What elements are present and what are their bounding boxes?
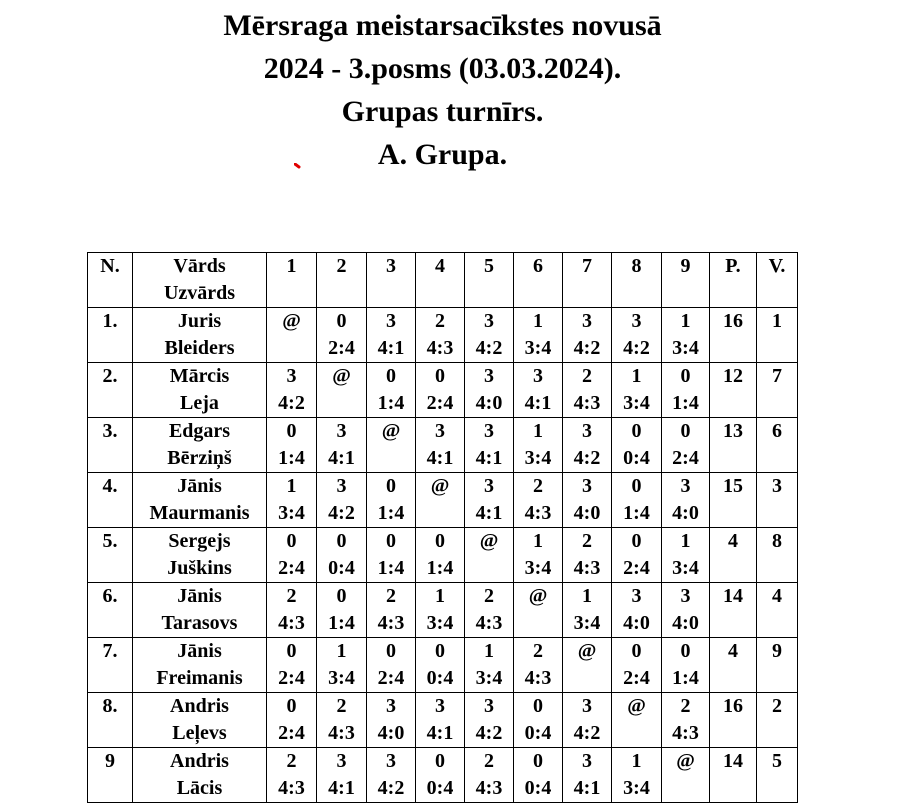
match-cell: 0 1:4 <box>416 528 465 583</box>
match-cell: 0 1:4 <box>612 473 662 528</box>
match-cell: @ <box>563 638 612 693</box>
match-cell: 0 2:4 <box>612 528 662 583</box>
player-name: Jānis Freimanis <box>133 638 267 693</box>
title-line-2: 2024 - 3.posms (03.03.2024). <box>263 52 622 85</box>
match-cell: 3 4:1 <box>465 473 514 528</box>
match-cell: 3 4:2 <box>465 308 514 363</box>
player-name: Mārcis Leja <box>133 363 267 418</box>
match-cell: 2 4:3 <box>514 473 563 528</box>
header-col-5: 5 <box>465 253 514 308</box>
match-cell: 2 4:3 <box>662 693 710 748</box>
match-cell: 3 4:1 <box>416 418 465 473</box>
player-number: 7. <box>88 638 133 693</box>
match-cell: 1 3:4 <box>267 473 317 528</box>
player-number: 5. <box>88 528 133 583</box>
match-cell: @ <box>612 693 662 748</box>
player-points: 15 <box>710 473 757 528</box>
player-row <box>88 473 798 528</box>
player-row <box>88 363 798 418</box>
match-cell: 1 3:4 <box>514 308 563 363</box>
match-cell: 0 1:4 <box>662 363 710 418</box>
match-cell: 3 4:1 <box>317 418 367 473</box>
player-number: 8. <box>88 693 133 748</box>
match-cell: 0 2:4 <box>317 308 367 363</box>
match-cell: 3 4:1 <box>367 308 416 363</box>
match-cell: 1 3:4 <box>465 638 514 693</box>
match-cell: 3 4:0 <box>367 693 416 748</box>
match-cell: 3 4:1 <box>416 693 465 748</box>
match-cell: 3 4:1 <box>514 363 563 418</box>
player-points: 14 <box>710 748 757 803</box>
player-name: Edgars Bērziņš <box>133 418 267 473</box>
player-name: Andris Leļevs <box>133 693 267 748</box>
match-cell: 0 2:4 <box>416 363 465 418</box>
match-cell: 0 2:4 <box>367 638 416 693</box>
match-cell: 3 4:2 <box>563 693 612 748</box>
match-cell: @ <box>416 473 465 528</box>
player-name: Andris Lācis <box>133 748 267 803</box>
player-number: 2. <box>88 363 133 418</box>
match-cell: 3 4:2 <box>267 363 317 418</box>
match-cell: 3 4:2 <box>367 748 416 803</box>
header-col-8: 8 <box>612 253 662 308</box>
match-cell: 3 4:0 <box>662 583 710 638</box>
match-cell: 0 1:4 <box>317 583 367 638</box>
header-name: Vārds Uzvārds <box>133 253 267 308</box>
player-place: 1 <box>757 308 798 363</box>
header-place: V. <box>757 253 798 308</box>
match-cell: 1 3:4 <box>416 583 465 638</box>
match-cell: 3 4:1 <box>317 748 367 803</box>
match-cell: @ <box>514 583 563 638</box>
player-points: 16 <box>710 693 757 748</box>
match-cell: 2 4:3 <box>267 748 317 803</box>
match-cell: 3 4:2 <box>612 308 662 363</box>
player-place: 9 <box>757 638 798 693</box>
match-cell: 3 4:2 <box>563 308 612 363</box>
player-name: Jānis Maurmanis <box>133 473 267 528</box>
header-number: N. <box>88 253 133 308</box>
match-cell: 0 1:4 <box>367 473 416 528</box>
match-cell: 3 4:0 <box>563 473 612 528</box>
player-row <box>88 583 798 638</box>
match-cell: 3 4:0 <box>662 473 710 528</box>
player-points: 4 <box>710 638 757 693</box>
player-number: 6. <box>88 583 133 638</box>
player-points: 16 <box>710 308 757 363</box>
match-cell: 2 4:3 <box>317 693 367 748</box>
match-cell: 1 3:4 <box>662 528 710 583</box>
red-ink-mark <box>294 163 301 169</box>
match-cell: 1 3:4 <box>563 583 612 638</box>
match-cell: 0 2:4 <box>267 693 317 748</box>
match-cell: @ <box>267 308 317 363</box>
header-col-1: 1 <box>267 253 317 308</box>
header-col-4: 4 <box>416 253 465 308</box>
match-cell: 0 0:4 <box>416 748 465 803</box>
match-cell: 3 4:0 <box>612 583 662 638</box>
title-line-4: A. Grupa. <box>377 138 508 171</box>
player-row <box>88 748 798 803</box>
match-cell: 1 3:4 <box>514 418 563 473</box>
match-cell: 1 3:4 <box>514 528 563 583</box>
player-place: 3 <box>757 473 798 528</box>
player-row <box>88 638 798 693</box>
match-cell: 1 3:4 <box>317 638 367 693</box>
document-title <box>0 4 885 176</box>
header-row <box>88 253 798 308</box>
match-cell: 2 4:3 <box>563 528 612 583</box>
player-points: 14 <box>710 583 757 638</box>
player-place: 7 <box>757 363 798 418</box>
title-line-1: Mērsraga meistarsacīkstes novusā <box>223 9 662 42</box>
player-name: Sergejs Juškins <box>133 528 267 583</box>
match-cell: 0 2:4 <box>267 528 317 583</box>
match-cell: 0 2:4 <box>612 638 662 693</box>
match-cell: 2 4:3 <box>465 748 514 803</box>
player-place: 6 <box>757 418 798 473</box>
match-cell: 2 4:3 <box>267 583 317 638</box>
player-row <box>88 528 798 583</box>
match-cell: 1 3:4 <box>612 363 662 418</box>
player-points: 12 <box>710 363 757 418</box>
results-table <box>87 252 798 803</box>
match-cell: 2 4:3 <box>465 583 514 638</box>
match-cell: 3 4:2 <box>465 693 514 748</box>
match-cell: @ <box>317 363 367 418</box>
match-cell: 0 2:4 <box>662 418 710 473</box>
header-points: P. <box>710 253 757 308</box>
player-points: 13 <box>710 418 757 473</box>
match-cell: 0 1:4 <box>267 418 317 473</box>
player-place: 2 <box>757 693 798 748</box>
match-cell: 0 2:4 <box>267 638 317 693</box>
match-cell: 0 0:4 <box>514 693 563 748</box>
match-cell: @ <box>367 418 416 473</box>
match-cell: @ <box>662 748 710 803</box>
match-cell: 2 4:3 <box>367 583 416 638</box>
player-row <box>88 308 798 363</box>
match-cell: 0 0:4 <box>612 418 662 473</box>
player-place: 8 <box>757 528 798 583</box>
match-cell: @ <box>465 528 514 583</box>
match-cell: 2 4:3 <box>514 638 563 693</box>
header-col-9: 9 <box>662 253 710 308</box>
match-cell: 3 4:1 <box>465 418 514 473</box>
player-name: Juris Bleiders <box>133 308 267 363</box>
title-line-3: Grupas turnīrs. <box>341 95 544 128</box>
header-col-2: 2 <box>317 253 367 308</box>
match-cell: 2 4:3 <box>416 308 465 363</box>
match-cell: 0 1:4 <box>367 528 416 583</box>
player-row <box>88 418 798 473</box>
header-col-7: 7 <box>563 253 612 308</box>
match-cell: 0 0:4 <box>514 748 563 803</box>
player-place: 5 <box>757 748 798 803</box>
header-col-6: 6 <box>514 253 563 308</box>
player-place: 4 <box>757 583 798 638</box>
match-cell: 3 4:2 <box>317 473 367 528</box>
match-cell: 3 4:2 <box>563 418 612 473</box>
match-cell: 0 1:4 <box>367 363 416 418</box>
player-name: Jānis Tarasovs <box>133 583 267 638</box>
match-cell: 3 4:0 <box>465 363 514 418</box>
match-cell: 0 1:4 <box>662 638 710 693</box>
match-cell: 0 0:4 <box>416 638 465 693</box>
match-cell: 0 0:4 <box>317 528 367 583</box>
match-cell: 1 3:4 <box>662 308 710 363</box>
player-points: 4 <box>710 528 757 583</box>
player-number: 1. <box>88 308 133 363</box>
match-cell: 3 4:1 <box>563 748 612 803</box>
match-cell: 1 3:4 <box>612 748 662 803</box>
player-row <box>88 693 798 748</box>
player-number: 3. <box>88 418 133 473</box>
player-number: 9 <box>88 748 133 803</box>
player-number: 4. <box>88 473 133 528</box>
match-cell: 2 4:3 <box>563 363 612 418</box>
header-col-3: 3 <box>367 253 416 308</box>
